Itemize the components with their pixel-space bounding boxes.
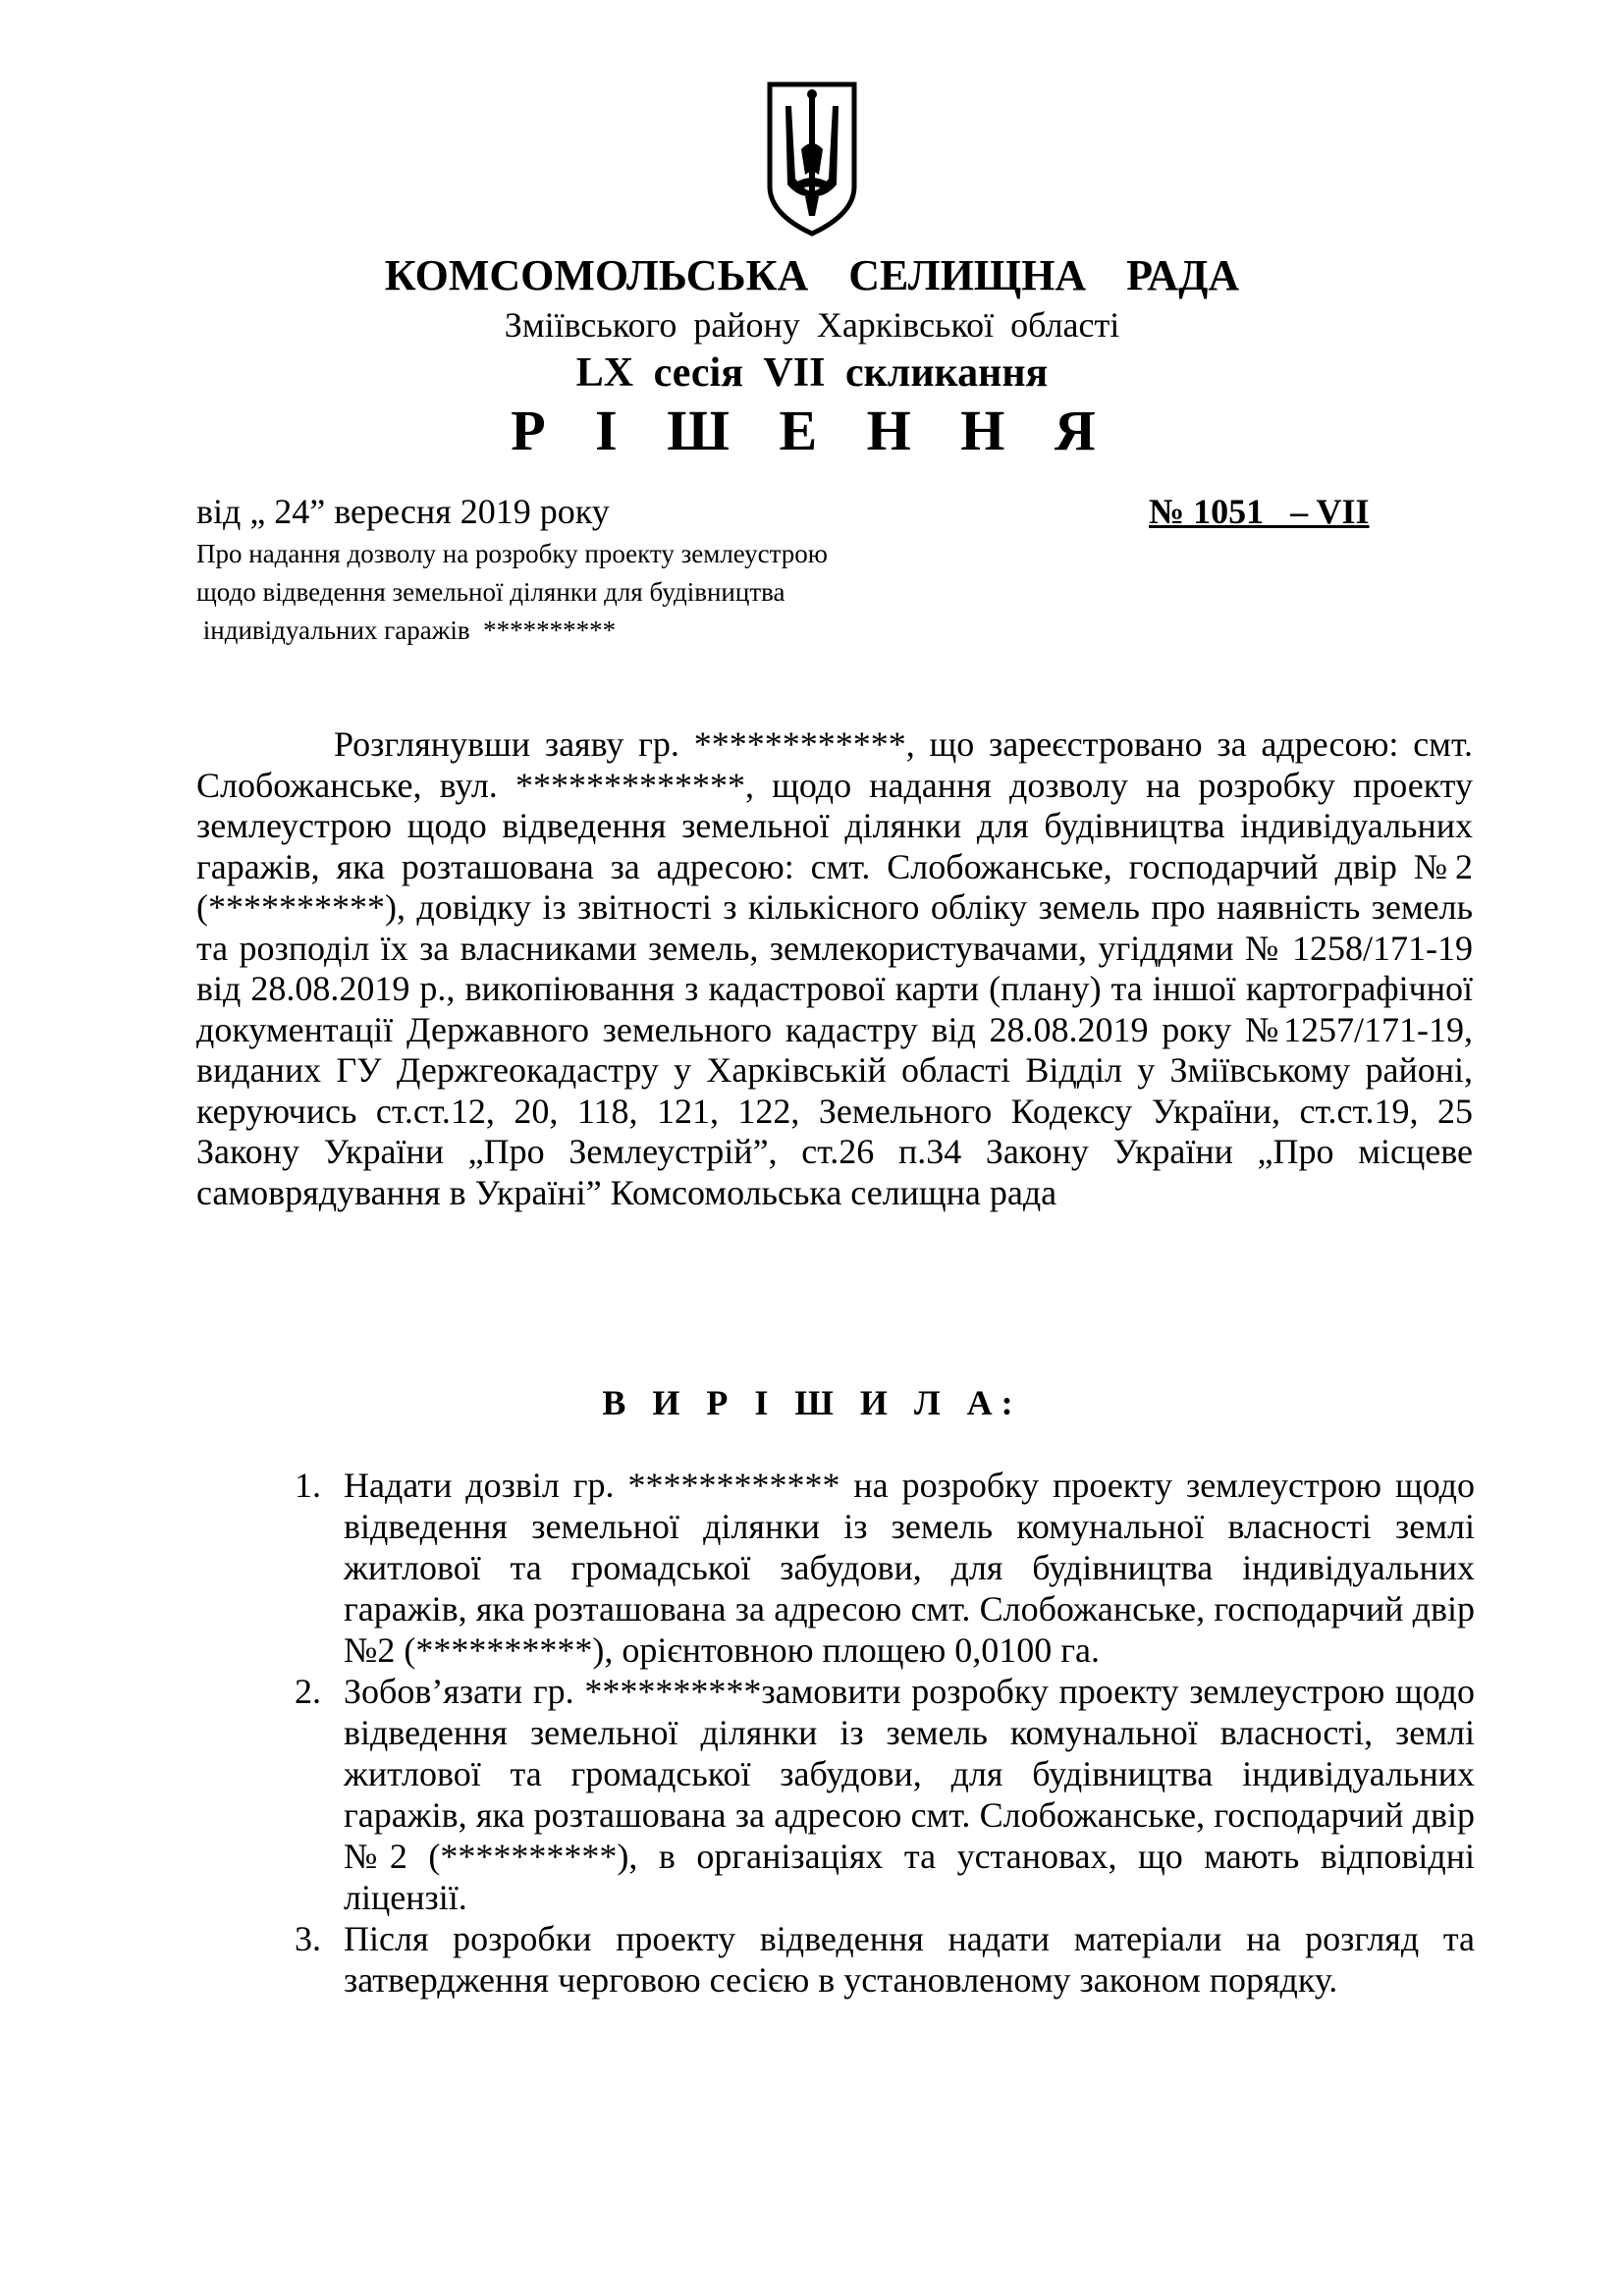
preamble-text: Розглянувши заяву гр. ************, що зареєстровано за адресою: смт. Слобожанське, вул. *************, щодо надання дозволу на розробку проекту землеустрою щодо відведення земельної ділянки для будівництва індивідуальних гаражів, яка розташована за адресою: смт. Слобожанське, господарчий двір №2 (**********), довідку із звітності з кількісного обліку земель про наявність земель та розподіл їх за власниками земель, землекористувачами, угіддями № 1258/171-19 від 28.08.2019 р., викопіювання з кадастрової карти (плану) та іншої картографічної документації Державного земельного кадастру від 28.08.2019 року №1257/171-19, виданих ГУ Держгеокадастру у Харківській області Відділ у Зміївському районі, керуючись ст.ст.12, 20, 118, 121, 122, Земельного Кодексу України, ст.ст.19, 25 Закону України „Про Землеустрій”, ст.26 п.34 Закону України „Про місцеве самоврядування в Україні” Комсомольська селищна рада	[196, 724, 1473, 1212]
decision-number: № 1051 – VII	[1149, 492, 1370, 531]
list-item	[295, 1918, 1475, 2001]
list-item-number: 1.	[295, 1466, 321, 1505]
decision-date: від „ 24” вересня 2019 року	[196, 492, 610, 531]
session-label: LX сесія VII скликання	[575, 350, 1049, 396]
list-item	[295, 1671, 1475, 1918]
list-item-number: 3.	[295, 1919, 321, 1958]
decision-heading: В И Р І Ш И Л А:	[602, 1383, 1022, 1422]
coat-of-arms-trident-icon	[766, 80, 858, 238]
list-item-text: Надати дозвіл гр. ************ на розробку проекту землеустрою щодо відведення земельної ділянки із земель комунальної власності землі житлової та громадської забудови, для будівництва індивідуальних гаражів, яка розташована за адресою смт. Слобожанське, господарчий двір №2 (**********), орієнтовною площею 0,0100 га.	[344, 1466, 1475, 1670]
list-item	[295, 1465, 1475, 1671]
subject-line: щодо відведення земельної ділянки для будівництва	[196, 577, 785, 607]
subject-line: індивідуальних гаражів **********	[196, 615, 617, 645]
organization-title: КОМСОМОЛЬСЬКА СЕЛИЩНА РАДА	[384, 251, 1240, 299]
decision-subject	[196, 535, 828, 650]
document-type-title: Р І Ш Е Н Н Я	[511, 399, 1113, 462]
decision-list	[295, 1465, 1475, 2001]
district-subtitle: Зміївського району Харківської області	[504, 305, 1120, 345]
list-item-number: 2.	[295, 1672, 321, 1711]
preamble-paragraph	[196, 724, 1473, 1213]
list-item-text: Після розробки проекту відведення надати матеріали на розгляд та затвердження черговою сесією в установленому законом порядку.	[344, 1919, 1475, 2000]
list-item-text: Зобов’язати гр. **********замовити розробку проекту землеустрою щодо відведення земельної ділянки із земель комунальної власності, землі житлової та громадської забудови, для будівництва індивідуальних гаражів, яка розташована за адресою смт. Слобожанське, господарчий двір №2 (**********), в організаціях та установах, що мають відповідні ліцензії.	[344, 1672, 1475, 1917]
subject-line: Про надання дозволу на розробку проекту землеустрою	[196, 539, 828, 568]
